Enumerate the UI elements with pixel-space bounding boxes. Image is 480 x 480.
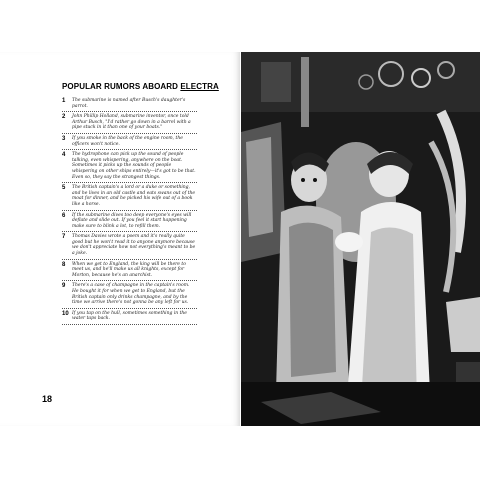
rumor-text: John Phillip Holland, submarine inventor, once told Arthur Busch, "I'd rather go down in a barrel with a pipe stuck in it than one of your boats." [72, 114, 191, 131]
rumor-number: 8 [62, 261, 66, 268]
rumor-item [62, 281, 197, 308]
book-spread [0, 52, 480, 426]
rumor-item [62, 232, 197, 259]
rumor-item [62, 96, 197, 112]
rumor-text: When we get to England, the king will be there to meet us, and he'll make us all knights, except for Morton, because he's an anarchist. [72, 261, 186, 278]
rumor-number: 3 [62, 135, 66, 142]
rumor-number: 6 [62, 212, 66, 219]
page-heading [62, 82, 219, 91]
rumor-number: 10 [62, 310, 69, 317]
rumor-text: The hydrophone can pick up the sound of people talking, even whispering, anywhere on the boat. Sometimes it picks up the sounds of people whispering on other ships entirely—it's got to be that. Even so, they say the strangest things. [72, 152, 196, 180]
right-page-illustration [241, 52, 480, 426]
rumor-number: 4 [62, 152, 66, 159]
left-page [0, 52, 240, 426]
rumor-item [62, 150, 197, 183]
rumor-number: 9 [62, 283, 66, 290]
page-number: 18 [42, 394, 53, 404]
rumor-text: If you tap on the hull, sometimes something in the water taps back. [72, 310, 187, 322]
rumor-text: If the submarine dives too deep everyone's eyes will deflate and slide out. If you feel it start happening make sure to blink a lot, to refill them. [72, 212, 192, 229]
rumor-number: 7 [62, 234, 66, 241]
heading-text: POPULAR RUMORS ABOARD [62, 82, 179, 91]
heading-emphasis: ELECTRA [180, 82, 219, 91]
rumor-text: The British captain's a lord or a duke or something, and he lives in an old castle and eats swans out of the moat for dinner, and he picked his wife out of a book like a horse. [72, 185, 196, 207]
rumor-text: The submarine is named after Busch's daughter's parrot. [72, 98, 186, 109]
rumor-number: 5 [62, 185, 66, 192]
rumor-item [62, 112, 197, 134]
rumor-item [62, 260, 197, 282]
rumor-list [62, 96, 197, 325]
rumor-item [62, 134, 197, 150]
rumor-number: 2 [62, 114, 66, 121]
rumor-text: There's a case of champagne in the captain's room. He bought it for when we get to England, but the British captain only drinks champagne, and by the time we arrive there's not gonna be any left for us. [72, 283, 190, 306]
ink-illustration [241, 52, 480, 426]
rumor-text: If you smoke in the back of the engine room, the officers won't notice. [72, 135, 183, 147]
rumor-item [62, 183, 197, 210]
rumor-item [62, 211, 197, 233]
rumor-text: Thomas Davies wrote a poem and it's really quite good but he won't read it to anyone anymore because we don't appreciate how not everything's meant to be a joke. [72, 234, 196, 257]
rumor-number: 1 [62, 98, 66, 104]
rumor-item [62, 309, 197, 325]
